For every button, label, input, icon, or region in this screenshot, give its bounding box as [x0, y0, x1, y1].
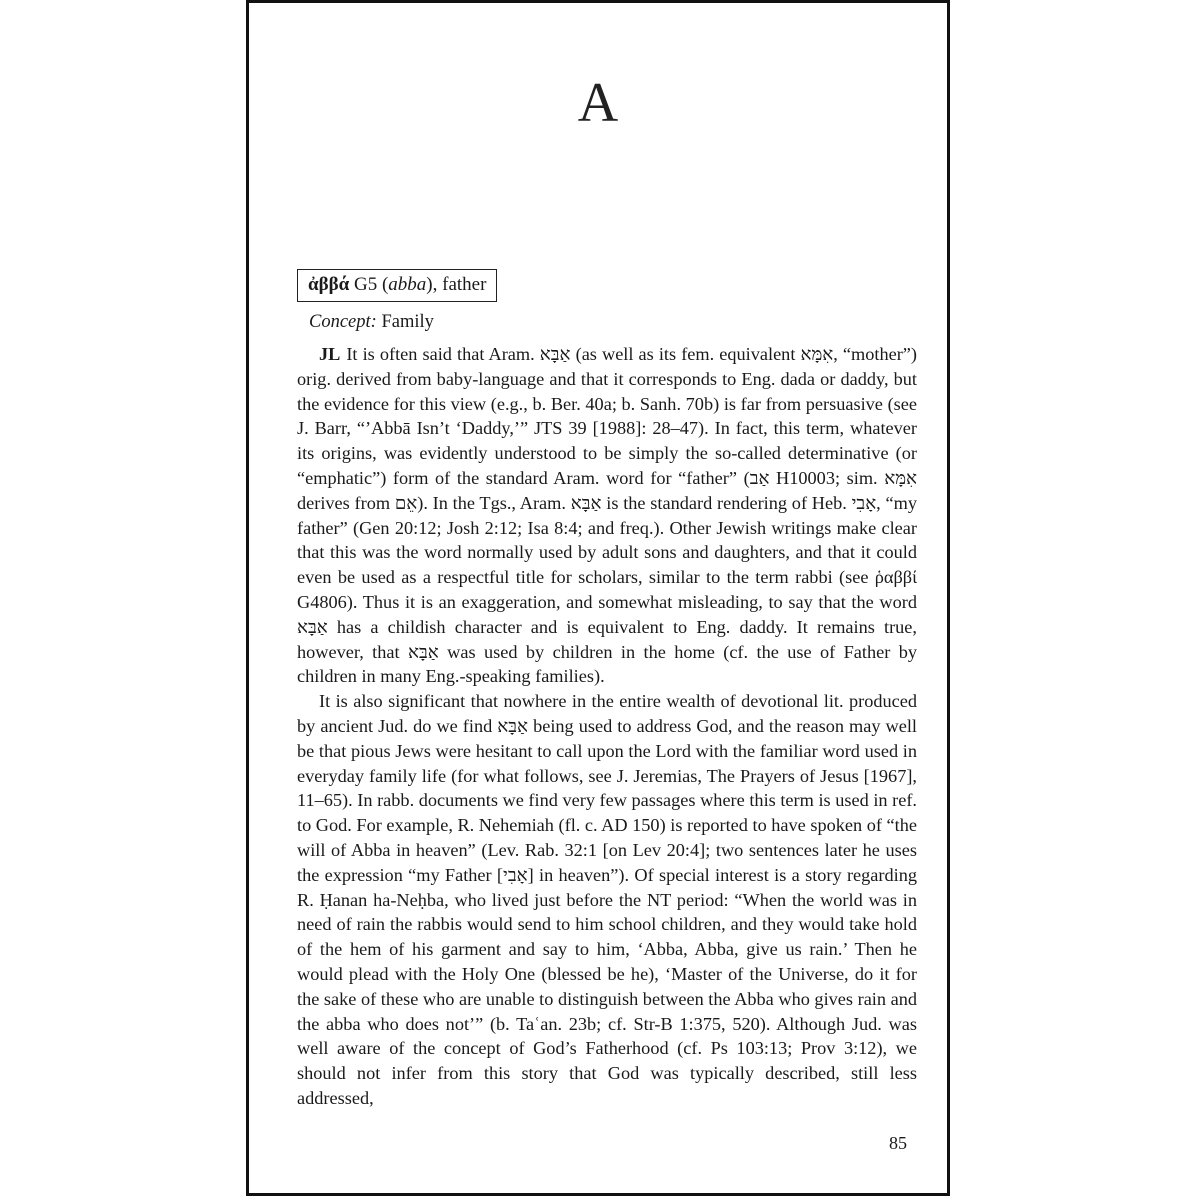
paragraph-1	[297, 342, 917, 689]
book-page	[246, 0, 950, 1196]
headword-gnumber: G5	[353, 274, 378, 295]
headword-transliteration: abba	[388, 274, 427, 295]
headword-box: ἀββά G5 (abba), father	[297, 269, 497, 302]
concept-label: Concept:	[309, 312, 377, 332]
concept-value: Family	[381, 312, 434, 332]
section-letter: A	[577, 72, 619, 134]
headword-greek: ἀββά	[308, 274, 350, 295]
contributor-code: JL	[319, 344, 341, 364]
paragraph-2-text: It is also significant that nowhere in the entire wealth of devotional lit. produced by ancient Jud. do we find אַבָּא being used to address God, and the reason may well be that pious Jews were hesitant to call upon the Lord with the familiar word used in everyday family life (for what follows, see J. Jeremias, The Prayers of Jesus [1967], 11–65). In rabb. documents we find very few passages where this term is used in ref. to God. For example, R. Nehemiah (fl. c. AD 150) is reported to have spoken of “the will of Abba in heaven” (Lev. Rab. 32:1 [on Lev 20:4]; two sentences later he uses the expression “my Father [אָבִי] in heaven”). Of special interest is a story regarding R. Ḥanan ha-Neḥba, who lived just before the NT period: “When the world was in need of rain the rabbis would send to him school children, and they would take hold of the hem of his garment and say to him, ‘Abba, Abba, give us rain.’ Then he would plead with the Holy One (blessed be he), ‘Master of the Universe, do it for the sake of these who are unable to distinguish between the Abba who gives rain and the abba who does not’” (b. Taʿan. 23b; cf. Str-B 1:375, 520). Although Jud. was well aware of the concept of God’s Fatherhood (cf. Ps 103:13; Prov 3:12), we should not infer from this story that God was typically described, still less addressed,	[297, 691, 917, 1108]
paragraph-1-text: It is often said that Aram. אַבָּא (as well as its fem. equivalent אִמָּא, “mother”) orig. derived from baby-language and that it corresponds to Eng. dada or daddy, but the evidence for this view (e.g., b. Ber. 40a; b. Sanh. 70b) is far from persuasive (see J. Barr, “’Abbā Isn’t ‘Daddy,’” JTS 39 [1988]: 28–47). In fact, this term, whatever its origins, was evidently understood to be simply the so-called determinative (or “emphatic”) form of the standard Aram. word for “father” (אַב H10003; sim. אִמָּא derives from אֵם). In the Tgs., Aram. אַבָּא is the standard rendering of Heb. אָבִי, “my father” (Gen 20:12; Josh 2:12; Isa 8:4; and freq.). Other Jewish writings make clear that this was the word normally used by adult sons and daughters, and that it could even be used as a respectful title for scholars, similar to the term rabbi (see ῥαββί G4806). Thus it is an exaggeration, and somewhat misleading, to say that the word אַבָּא has a childish character and is equivalent to Eng. daddy. It remains true, however, that אַבָּא was used by children in the home (cf. the use of Father by children in many Eng.-speaking families).	[297, 344, 918, 687]
entry-content	[297, 269, 917, 1111]
paragraph-2	[297, 689, 917, 1111]
page-number: 85	[889, 1133, 907, 1153]
headword-gloss: , father	[432, 274, 487, 295]
concept-line	[297, 310, 917, 334]
